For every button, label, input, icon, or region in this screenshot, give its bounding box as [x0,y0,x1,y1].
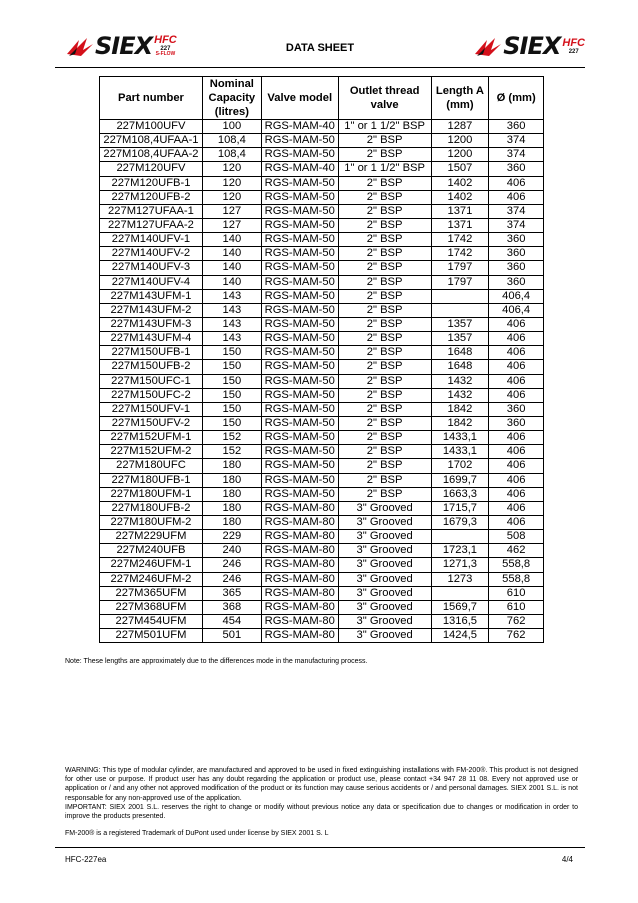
table-row [100,431,544,445]
cell-outlet-thread: 3" Grooved [338,600,431,614]
cell-diameter: 406 [489,388,544,402]
product-badge [562,38,585,55]
cell-valve-model: RGS-MAM-50 [261,289,338,303]
cell-valve-model: RGS-MAM-50 [261,332,338,346]
cell-valve-model: RGS-MAM-80 [261,586,338,600]
cell-capacity: 365 [202,586,261,600]
table-row [100,572,544,586]
cell-diameter: 610 [489,586,544,600]
cell-valve-model: RGS-MAM-50 [261,487,338,501]
cell-part-number: 227M140UFV-1 [100,233,203,247]
cell-outlet-thread: 1" or 1 1/2" BSP [338,120,431,134]
cell-valve-model: RGS-MAM-50 [261,360,338,374]
table-row [100,600,544,614]
table-row [100,148,544,162]
cell-outlet-thread: 3" Grooved [338,544,431,558]
table-row [100,134,544,148]
cell-part-number: 227M365UFM [100,586,203,600]
cell-diameter: 762 [489,614,544,628]
cell-outlet-thread: 2" BSP [338,388,431,402]
cell-part-number: 227M143UFM-3 [100,317,203,331]
header-nominal-capacity: Nominal Capacity (litres) [202,77,261,120]
header-outlet-thread: Outlet thread valve [338,77,431,120]
table-row [100,544,544,558]
cell-part-number: 227M246UFM-2 [100,572,203,586]
cell-length-a [431,530,489,544]
cell-valve-model: RGS-MAM-50 [261,148,338,162]
cell-valve-model: RGS-MAM-80 [261,572,338,586]
table-row [100,473,544,487]
badge-number: 227 [568,48,579,55]
cell-length-a: 1432 [431,388,489,402]
header-diameter: Ø (mm) [489,77,544,120]
cell-valve-model: RGS-MAM-50 [261,374,338,388]
cell-valve-model: RGS-MAM-50 [261,402,338,416]
cell-diameter: 558,8 [489,572,544,586]
cell-capacity: 229 [202,530,261,544]
cell-part-number: 227M229UFM [100,530,203,544]
table-row [100,501,544,515]
table-row [100,162,544,176]
table-row [100,459,544,473]
cell-part-number: 227M140UFV-4 [100,275,203,289]
cell-outlet-thread: 3" Grooved [338,572,431,586]
cell-valve-model: RGS-MAM-50 [261,346,338,360]
cell-outlet-thread: 2" BSP [338,218,431,232]
cell-length-a: 1432 [431,374,489,388]
cell-length-a: 1797 [431,275,489,289]
table-row [100,530,544,544]
cell-part-number: 227M501UFM [100,629,203,643]
table-row [100,445,544,459]
cell-outlet-thread: 3" Grooved [338,530,431,544]
cell-outlet-thread: 2" BSP [338,416,431,430]
cell-outlet-thread: 3" Grooved [338,558,431,572]
cell-capacity: 180 [202,459,261,473]
cell-valve-model: RGS-MAM-50 [261,247,338,261]
page-number: 4/4 [561,855,573,864]
cell-diameter: 374 [489,134,544,148]
cell-diameter: 508 [489,530,544,544]
cell-capacity: 127 [202,204,261,218]
cell-diameter: 406 [489,360,544,374]
cell-capacity: 120 [202,162,261,176]
warning-paragraph: WARNING: This type of modular cylinder, are manufactured and approved to be used in fixed extinguishing installations with FM-200®. This product is not designed for other use or purpose. If product user has any doubt regarding the application or product use, please contact +34 947 28 11 08. Every not approved use or application or / and any other not approved modification of the product or its function may cause serious accidents or / and personal damages. SIEX 2001 S.L. is not responsable for any non-approved use of the application. [65,767,578,802]
table-row [100,614,544,628]
cell-diameter: 406 [489,515,544,529]
cell-valve-model: RGS-MAM-50 [261,176,338,190]
cell-diameter: 360 [489,247,544,261]
cell-length-a: 1433,1 [431,445,489,459]
cell-diameter: 374 [489,148,544,162]
cell-length-a: 1663,3 [431,487,489,501]
cell-length-a: 1648 [431,360,489,374]
table-row [100,261,544,275]
cell-outlet-thread: 2" BSP [338,487,431,501]
cell-part-number: 227M240UFB [100,544,203,558]
cell-diameter: 406,4 [489,303,544,317]
badge-number: 227 [160,46,171,52]
cell-diameter: 406 [489,374,544,388]
cell-length-a: 1723,1 [431,544,489,558]
cell-valve-model: RGS-MAM-50 [261,134,338,148]
cell-valve-model: RGS-MAM-80 [261,629,338,643]
cell-outlet-thread: 2" BSP [338,233,431,247]
cell-length-a: 1842 [431,416,489,430]
cell-diameter: 406 [489,459,544,473]
table-row [100,346,544,360]
cell-diameter: 558,8 [489,558,544,572]
cell-diameter: 610 [489,600,544,614]
table-row [100,416,544,430]
cell-capacity: 152 [202,445,261,459]
cell-length-a: 1271,3 [431,558,489,572]
cell-diameter: 406 [489,431,544,445]
cell-valve-model: RGS-MAM-80 [261,558,338,572]
cell-length-a: 1273 [431,572,489,586]
table-row [100,233,544,247]
cell-capacity: 127 [202,218,261,232]
cell-part-number: 227M152UFM-2 [100,445,203,459]
table-header-row [100,77,544,120]
cell-valve-model: RGS-MAM-80 [261,544,338,558]
cell-length-a: 1507 [431,162,489,176]
cell-diameter: 360 [489,261,544,275]
cell-diameter: 406 [489,501,544,515]
cell-length-a: 1742 [431,247,489,261]
cell-part-number: 227M180UFM-1 [100,487,203,501]
cell-capacity: 150 [202,346,261,360]
cell-length-a: 1648 [431,346,489,360]
table-row [100,289,544,303]
cell-length-a: 1679,3 [431,515,489,529]
cell-outlet-thread: 2" BSP [338,261,431,275]
cell-valve-model: RGS-MAM-50 [261,204,338,218]
cell-diameter: 360 [489,416,544,430]
cell-diameter: 762 [489,629,544,643]
cell-part-number: 227M108,4UFAA-2 [100,148,203,162]
cell-valve-model: RGS-MAM-50 [261,459,338,473]
cell-outlet-thread: 3" Grooved [338,586,431,600]
cell-outlet-thread: 2" BSP [338,247,431,261]
table-row [100,515,544,529]
cell-length-a: 1371 [431,204,489,218]
cell-length-a: 1842 [431,402,489,416]
table-row [100,558,544,572]
table-row [100,303,544,317]
cell-length-a: 1699,7 [431,473,489,487]
cell-valve-model: RGS-MAM-50 [261,261,338,275]
table-body [100,120,544,643]
cell-part-number: 227M368UFM [100,600,203,614]
cell-part-number: 227M150UFV-2 [100,416,203,430]
cell-capacity: 150 [202,402,261,416]
cell-capacity: 180 [202,473,261,487]
cell-capacity: 152 [202,431,261,445]
cell-part-number: 227M143UFM-1 [100,289,203,303]
cell-length-a: 1797 [431,261,489,275]
header-valve-model: Valve model [261,77,338,120]
cell-valve-model: RGS-MAM-80 [261,614,338,628]
cell-outlet-thread: 2" BSP [338,431,431,445]
important-paragraph: IMPORTANT: SIEX 2001 S.L. reserves the right to change or modify without previous notice any data or specification due to changes or modification in order to improve the products presented. [65,804,578,821]
cell-outlet-thread: 2" BSP [338,374,431,388]
cell-valve-model: RGS-MAM-50 [261,388,338,402]
cell-length-a: 1200 [431,134,489,148]
cell-length-a: 1316,5 [431,614,489,628]
cell-capacity: 246 [202,558,261,572]
cell-capacity: 454 [202,614,261,628]
cell-part-number: 227M180UFB-2 [100,501,203,515]
cell-capacity: 140 [202,275,261,289]
header-length-a: Length A (mm) [431,77,489,120]
cell-valve-model: RGS-MAM-50 [261,190,338,204]
cell-capacity: 150 [202,374,261,388]
cell-outlet-thread: 2" BSP [338,402,431,416]
cell-length-a: 1357 [431,317,489,331]
cell-capacity: 180 [202,487,261,501]
cell-length-a: 1742 [431,233,489,247]
flame-swoosh-icon [473,34,503,58]
cell-part-number: 227M150UFB-1 [100,346,203,360]
cell-length-a: 1702 [431,459,489,473]
cell-length-a: 1433,1 [431,431,489,445]
cell-part-number: 227M100UFV [100,120,203,134]
cell-capacity: 368 [202,600,261,614]
cell-valve-model: RGS-MAM-50 [261,431,338,445]
cell-outlet-thread: 2" BSP [338,332,431,346]
cell-length-a [431,289,489,303]
cell-outlet-thread: 2" BSP [338,190,431,204]
cell-capacity: 150 [202,416,261,430]
table-row [100,629,544,643]
cell-part-number: 227M120UFB-2 [100,190,203,204]
cell-capacity: 150 [202,388,261,402]
table-row [100,120,544,134]
table-row [100,204,544,218]
cell-length-a: 1402 [431,176,489,190]
cell-capacity: 143 [202,332,261,346]
cell-diameter: 374 [489,218,544,232]
badge-hfc: HFC [562,36,585,49]
cell-part-number: 227M150UFB-2 [100,360,203,374]
cell-diameter: 462 [489,544,544,558]
cell-capacity: 120 [202,176,261,190]
header-part-number: Part number [100,77,203,120]
cell-diameter: 360 [489,275,544,289]
header-divider [55,67,585,68]
cell-outlet-thread: 2" BSP [338,445,431,459]
document-code: HFC-227ea [65,855,107,864]
badge-hfc: HFC [154,34,177,46]
cell-part-number: 227M180UFC [100,459,203,473]
document-title: DATA SHEET [285,42,355,54]
table-row [100,388,544,402]
cell-diameter: 406 [489,473,544,487]
cell-part-number: 227M140UFV-3 [100,261,203,275]
table-row [100,176,544,190]
cell-part-number: 227M150UFC-2 [100,388,203,402]
cell-outlet-thread: 2" BSP [338,275,431,289]
cell-diameter: 406,4 [489,289,544,303]
badge-sflow: S-FLOW [155,51,176,57]
cell-diameter: 406 [489,190,544,204]
cell-part-number: 227M150UFC-1 [100,374,203,388]
table-row [100,332,544,346]
cell-diameter: 406 [489,332,544,346]
page-header [55,28,585,68]
cell-outlet-thread: 2" BSP [338,148,431,162]
cell-diameter: 360 [489,233,544,247]
cell-outlet-thread: 2" BSP [338,134,431,148]
table-row [100,360,544,374]
cell-capacity: 100 [202,120,261,134]
cell-length-a [431,303,489,317]
cell-part-number: 227M108,4UFAA-1 [100,134,203,148]
cell-capacity: 140 [202,261,261,275]
cell-length-a: 1357 [431,332,489,346]
cell-capacity: 180 [202,501,261,515]
cell-capacity: 108,4 [202,148,261,162]
cell-part-number: 227M120UFV [100,162,203,176]
brand-wordmark: SIEX [95,32,153,60]
cell-valve-model: RGS-MAM-40 [261,162,338,176]
cell-valve-model: RGS-MAM-40 [261,120,338,134]
cell-outlet-thread: 2" BSP [338,360,431,374]
cell-part-number: 227M127UFAA-2 [100,218,203,232]
cell-capacity: 143 [202,303,261,317]
cell-length-a: 1402 [431,190,489,204]
cell-length-a: 1371 [431,218,489,232]
cell-valve-model: RGS-MAM-50 [261,275,338,289]
cell-valve-model: RGS-MAM-50 [261,473,338,487]
trademark-paragraph: FM-200® is a registered Trademark of DuPont used under license by SIEX 2001 S. L [65,830,329,837]
cell-capacity: 246 [202,572,261,586]
cell-diameter: 360 [489,162,544,176]
cell-length-a: 1287 [431,120,489,134]
cell-diameter: 406 [489,445,544,459]
table-row [100,218,544,232]
cell-valve-model: RGS-MAM-80 [261,501,338,515]
cell-valve-model: RGS-MAM-50 [261,233,338,247]
cell-part-number: 227M180UFB-1 [100,473,203,487]
cell-part-number: 227M150UFV-1 [100,402,203,416]
cell-valve-model: RGS-MAM-50 [261,218,338,232]
table-row [100,247,544,261]
cell-part-number: 227M143UFM-4 [100,332,203,346]
cell-capacity: 140 [202,233,261,247]
cell-part-number: 227M180UFM-2 [100,515,203,529]
cell-valve-model: RGS-MAM-50 [261,416,338,430]
brand-wordmark: SIEX [503,32,561,60]
cell-capacity: 143 [202,317,261,331]
cell-outlet-thread: 2" BSP [338,289,431,303]
cell-part-number: 227M127UFAA-1 [100,204,203,218]
cell-part-number: 227M120UFB-1 [100,176,203,190]
cell-capacity: 240 [202,544,261,558]
table-row [100,275,544,289]
cell-valve-model: RGS-MAM-80 [261,515,338,529]
cell-outlet-thread: 2" BSP [338,303,431,317]
cell-diameter: 406 [489,317,544,331]
cell-valve-model: RGS-MAM-80 [261,600,338,614]
cell-outlet-thread: 2" BSP [338,473,431,487]
cell-length-a: 1200 [431,148,489,162]
cell-valve-model: RGS-MAM-80 [261,530,338,544]
cell-part-number: 227M246UFM-1 [100,558,203,572]
cell-outlet-thread: 3" Grooved [338,614,431,628]
cell-diameter: 374 [489,204,544,218]
cell-outlet-thread: 1" or 1 1/2" BSP [338,162,431,176]
cell-diameter: 406 [489,176,544,190]
cell-outlet-thread: 3" Grooved [338,501,431,515]
cell-outlet-thread: 2" BSP [338,317,431,331]
footer-divider [55,847,585,848]
cell-part-number: 227M152UFM-1 [100,431,203,445]
cell-part-number: 227M143UFM-2 [100,303,203,317]
cell-part-number: 227M140UFV-2 [100,247,203,261]
cell-length-a: 1715,7 [431,501,489,515]
cell-capacity: 140 [202,247,261,261]
cell-length-a: 1569,7 [431,600,489,614]
cylinder-spec-table [99,76,544,643]
table-row [100,487,544,501]
cell-outlet-thread: 3" Grooved [338,629,431,643]
cell-outlet-thread: 3" Grooved [338,515,431,529]
cell-capacity: 501 [202,629,261,643]
cell-length-a: 1424,5 [431,629,489,643]
length-note: Note: These lengths are approximately due to the differences mode in the manufacturing process. [65,658,368,665]
cell-diameter: 360 [489,402,544,416]
cell-valve-model: RGS-MAM-50 [261,303,338,317]
cell-capacity: 150 [202,360,261,374]
table-row [100,402,544,416]
cell-diameter: 406 [489,487,544,501]
cell-valve-model: RGS-MAM-50 [261,445,338,459]
table-row [100,374,544,388]
cell-capacity: 180 [202,515,261,529]
table-row [100,317,544,331]
table-row [100,190,544,204]
cell-outlet-thread: 2" BSP [338,459,431,473]
cell-length-a [431,586,489,600]
siex-hfc-logo [473,30,585,62]
cell-capacity: 143 [202,289,261,303]
table-row [100,586,544,600]
cell-diameter: 406 [489,346,544,360]
cell-diameter: 360 [489,120,544,134]
cell-capacity: 108,4 [202,134,261,148]
cell-outlet-thread: 2" BSP [338,176,431,190]
cell-part-number: 227M454UFM [100,614,203,628]
cell-valve-model: RGS-MAM-50 [261,317,338,331]
cell-outlet-thread: 2" BSP [338,346,431,360]
cell-outlet-thread: 2" BSP [338,204,431,218]
cell-capacity: 120 [202,190,261,204]
